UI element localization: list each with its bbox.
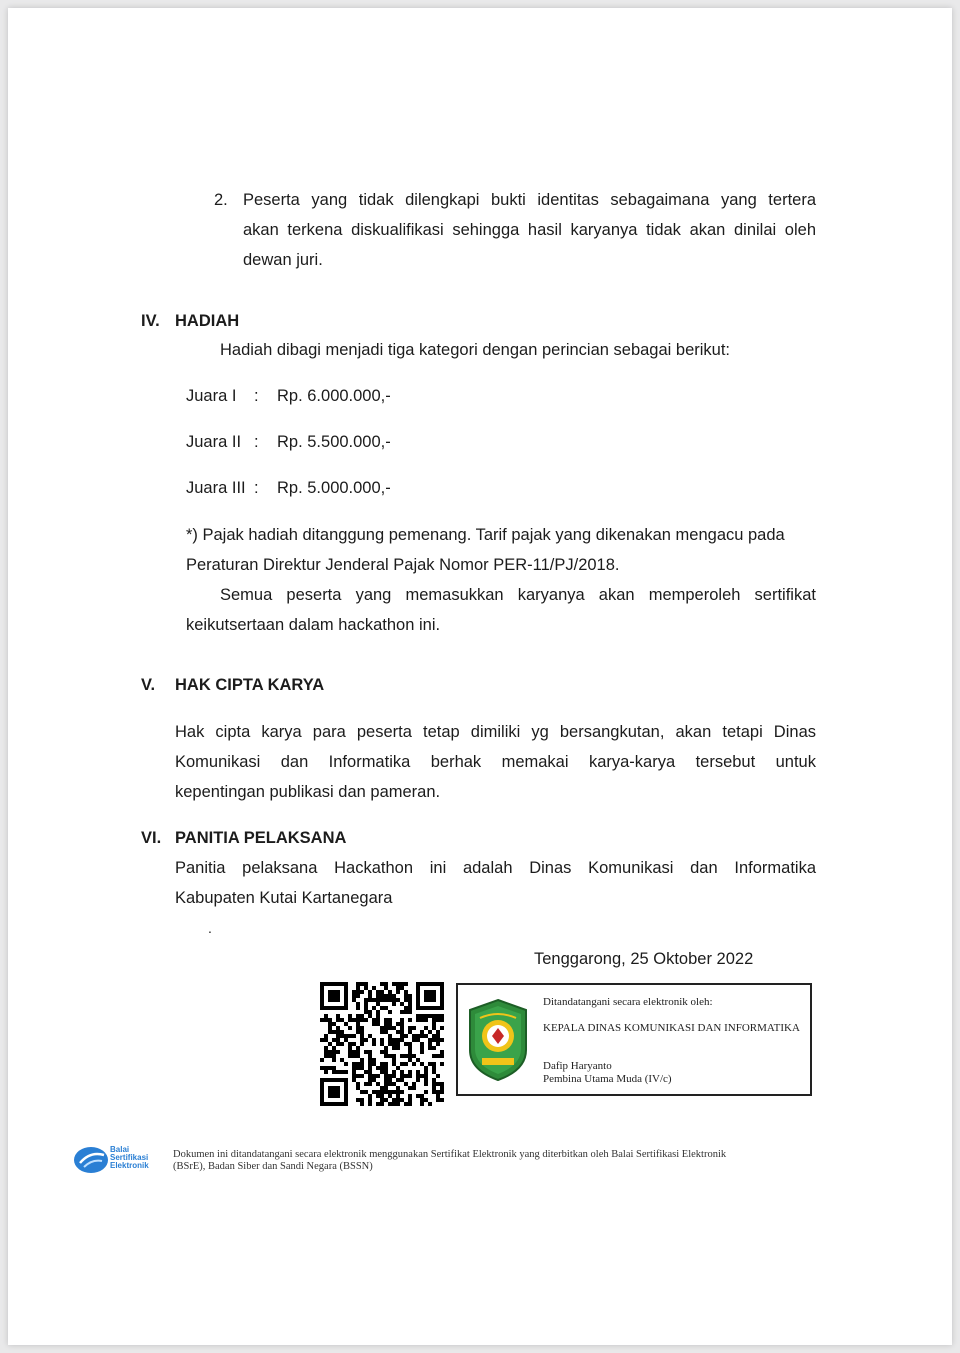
certificate-line1: Semua peserta yang memasukkan karyanya akan memperoleh sertifikat bbox=[220, 586, 816, 604]
prize-separator: : bbox=[254, 387, 259, 405]
prize-separator: : bbox=[254, 433, 259, 451]
qr-code-icon bbox=[320, 982, 444, 1106]
section-numeral: VI. bbox=[141, 829, 162, 847]
place-date: Tenggarong, 25 Oktober 2022 bbox=[534, 950, 754, 968]
hadiah-intro: Hadiah dibagi menjadi tiga kategori dengan perincian sebagai berikut: bbox=[220, 341, 731, 359]
panitia-line2: Kabupaten Kutai Kartanegara bbox=[175, 889, 393, 907]
footer-line2: (BSrE), Badan Siber dan Sandi Negara (BSSN) bbox=[173, 1161, 373, 1172]
bsre-logo-line: Balai bbox=[110, 1145, 130, 1154]
bsre-logo-line: Elektronik bbox=[110, 1161, 149, 1170]
section-title-hadiah: HADIAH bbox=[175, 312, 240, 330]
prize-label: Juara I bbox=[186, 387, 237, 405]
tax-line1: *) Pajak hadiah ditanggung pemenang. Tarif pajak yang dikenakan mengacu pada bbox=[186, 526, 785, 544]
prize-label: Juara III bbox=[186, 479, 246, 497]
prize-amount: Rp. 6.000.000,- bbox=[277, 387, 391, 405]
prize-amount: Rp. 5.000.000,- bbox=[277, 479, 391, 497]
panitia-line1: Panitia pelaksana Hackathon ini adalah Dinas Komunikasi dan Informatika bbox=[175, 859, 816, 877]
prize-separator: : bbox=[254, 479, 259, 497]
bsre-logo-icon bbox=[72, 1145, 110, 1175]
list-number: 2. bbox=[214, 191, 228, 209]
item2-line3: dewan juri. bbox=[243, 251, 323, 269]
signed-by-label: Ditandatangani secara elektronik oleh: bbox=[543, 996, 713, 1008]
item2-line2: akan terkena diskualifikasi sehingga hasil karyanya tidak akan dinilai oleh bbox=[243, 221, 816, 239]
signer-rank: Pembina Utama Muda (IV/c) bbox=[543, 1073, 672, 1085]
item2-line1: Peserta yang tidak dilengkapi bukti identitas sebagaimana yang tertera bbox=[243, 191, 816, 209]
section-title-panitia: PANITIA PELAKSANA bbox=[175, 829, 347, 847]
document-page bbox=[8, 8, 952, 1345]
section-title-hak-cipta: HAK CIPTA KARYA bbox=[175, 676, 325, 694]
section-numeral: IV. bbox=[141, 312, 160, 330]
bsre-logo-line: Sertifikasi bbox=[110, 1153, 149, 1162]
kutai-kartanegara-emblem-icon bbox=[466, 998, 530, 1082]
hak-cipta-line2: Komunikasi dan Informatika berhak memakai karya-karya tersebut untuk bbox=[175, 753, 816, 771]
tax-line2: Peraturan Direktur Jenderal Pajak Nomor PER-11/PJ/2018. bbox=[186, 556, 620, 574]
signer-name: Dafip Haryanto bbox=[543, 1060, 612, 1072]
prize-label: Juara II bbox=[186, 433, 242, 451]
prize-amount: Rp. 5.500.000,- bbox=[277, 433, 391, 451]
signer-position: KEPALA DINAS KOMUNIKASI DAN INFORMATIKA bbox=[543, 1022, 800, 1034]
footer-line1: Dokumen ini ditandatangani secara elektronik menggunakan Sertifikat Elektronik yang diterbitkan oleh Balai Sertifikasi Elektronik bbox=[173, 1149, 727, 1160]
certificate-line2: keikutsertaan dalam hackathon ini. bbox=[186, 616, 441, 634]
hak-cipta-line3: kepentingan publikasi dan pameran. bbox=[175, 783, 441, 801]
bsre-logo-text bbox=[110, 1146, 149, 1170]
e-signature-box bbox=[456, 983, 812, 1096]
stray-dot: . bbox=[208, 920, 212, 936]
hak-cipta-line1: Hak cipta karya para peserta tetap dimiliki yg bersangkutan, akan tetapi Dinas bbox=[175, 723, 816, 741]
section-numeral: V. bbox=[141, 676, 156, 694]
